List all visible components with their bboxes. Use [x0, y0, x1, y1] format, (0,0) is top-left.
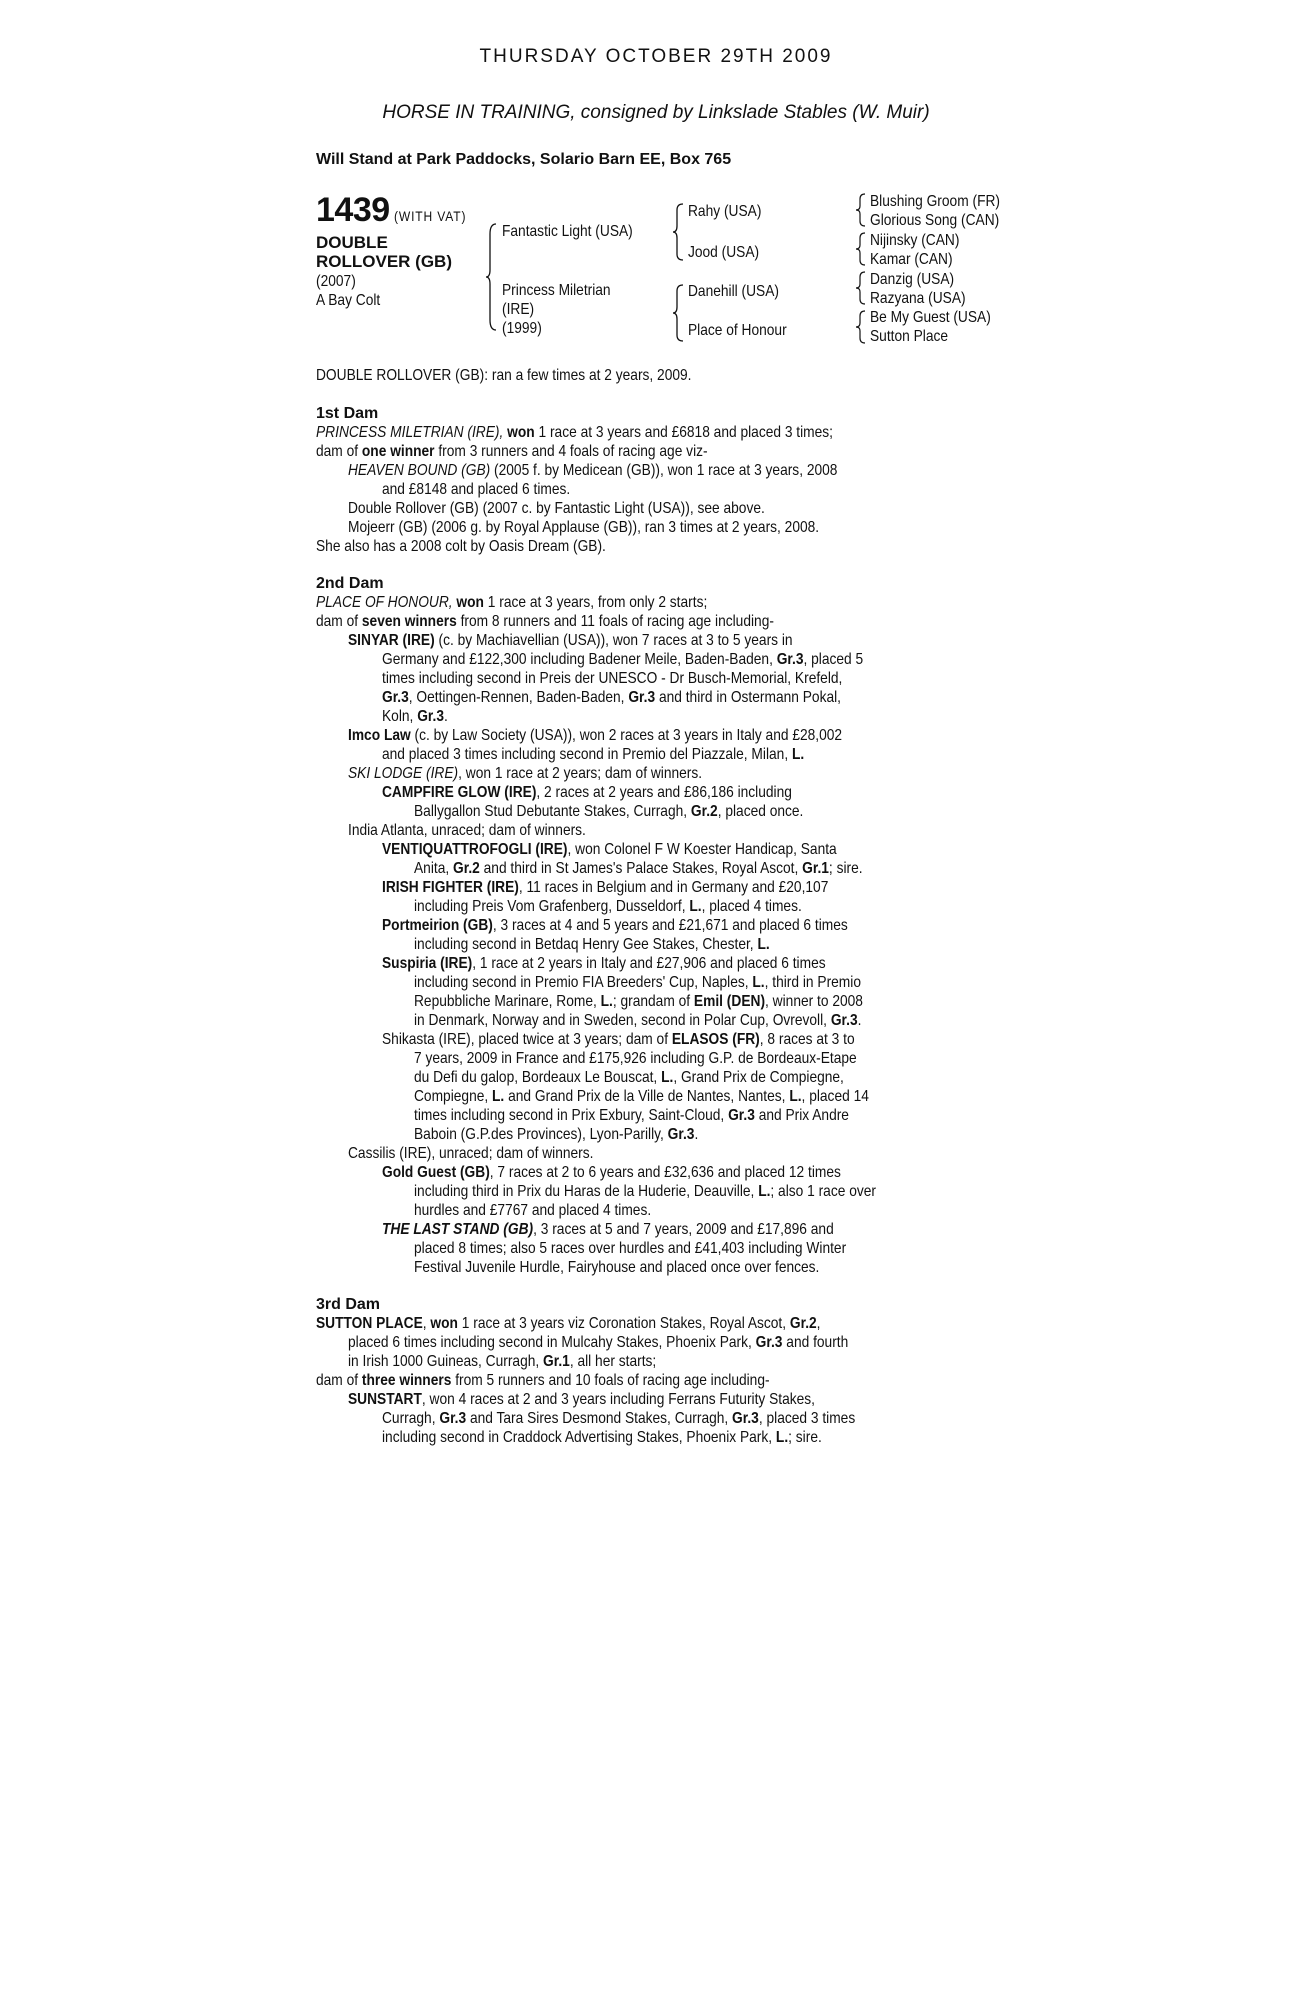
second-dam-line: Portmeirion (GB), 3 races at 4 and 5 years and £21,671 and placed 6 times: [382, 917, 848, 934]
second-dam-line: times including second in Preis der UNESCO - Dr Busch-Memorial, Krefeld,: [382, 670, 843, 687]
foaling-year: (2007): [316, 273, 356, 290]
second-dam-line: THE LAST STAND (GB), 3 races at 5 and 7 years, 2009 and £17,896 and: [382, 1221, 834, 1238]
horse-name-line1: DOUBLE: [316, 233, 388, 252]
second-dam-section: [316, 574, 996, 1277]
pedigree-brace-main: [486, 222, 498, 332]
second-dam-line: including third in Prix du Haras de la Huderie, Deauville, L.; also 1 race over: [414, 1183, 876, 1200]
second-dam-line: SINYAR (IRE) (c. by Machiavellian (USA)), won 7 races at 3 to 5 years in: [348, 632, 793, 649]
pedigree-brace-g3: [856, 271, 866, 305]
pedigree-g2: Glorious Song (CAN): [870, 212, 1000, 229]
second-dam-line: including Preis Vom Grafenberg, Dusseldorf, L., placed 4 times.: [414, 898, 802, 915]
second-dam-line: Baboin (G.P.des Provinces), Lyon-Parilly, Gr.3.: [414, 1126, 699, 1143]
second-dam-line: Gr.3, Oettingen-Rennen, Baden-Baden, Gr.3 and third in Ostermann Pokal,: [382, 689, 841, 706]
second-dam-line: Germany and £122,300 including Badener Meile, Baden-Baden, Gr.3, placed 5: [382, 651, 864, 668]
second-dam-line: CAMPFIRE GLOW (IRE), 2 races at 2 years and £86,186 including: [382, 784, 792, 801]
horse-name: [316, 233, 486, 271]
second-dam-line: IRISH FIGHTER (IRE), 11 races in Belgium and in Germany and £20,107: [382, 879, 829, 896]
pedigree-dam-dam: Place of Honour: [688, 322, 787, 339]
first-dam-line: and £8148 and placed 6 times.: [382, 481, 571, 498]
pedigree-brace-sire: [673, 202, 685, 262]
pedigree-g3: Nijinsky (CAN): [870, 232, 960, 249]
race-summary: DOUBLE ROLLOVER (GB): ran a few times at 2 years, 2009.: [316, 367, 692, 384]
sale-date: THURSDAY OCTOBER 29TH 2009: [479, 46, 833, 67]
pedigree-dam: Princess Miletrian (IRE) (1999): [502, 282, 611, 337]
third-dam-line: including second in Craddock Advertising Stakes, Phoenix Park, L.; sire.: [382, 1429, 822, 1446]
third-dam-line: placed 6 times including second in Mulcahy Stakes, Phoenix Park, Gr.3 and fourth: [348, 1334, 849, 1351]
second-dam-line: Ballygallon Stud Debutante Stakes, Curragh, Gr.2, placed once.: [414, 803, 804, 820]
horse-name-line2: ROLLOVER (GB): [316, 252, 452, 271]
second-dam-line: in Denmark, Norway and in Sweden, second in Polar Cup, Ovrevoll, Gr.3.: [414, 1012, 862, 1029]
first-dam-line: dam of one winner from 3 runners and 4 foals of racing age viz-: [316, 443, 708, 460]
pedigree-g1: Blushing Groom (FR): [870, 193, 1000, 210]
pedigree-g6: Razyana (USA): [870, 290, 966, 307]
second-dam-line: VENTIQUATTROFOGLI (IRE), won Colonel F W Koester Handicap, Santa: [382, 841, 837, 858]
pedigree-sire-sire: Rahy (USA): [688, 203, 762, 220]
second-dam-line: Gold Guest (GB), 7 races at 2 to 6 years and £32,636 and placed 12 times: [382, 1164, 841, 1181]
pedigree-sire-dam: Jood (USA): [688, 244, 760, 261]
second-dam-line: Suspiria (IRE), 1 race at 2 years in Italy and £27,906 and placed 6 times: [382, 955, 826, 972]
pedigree-brace-dam: [673, 283, 685, 343]
second-dam-line: Festival Juvenile Hurdle, Fairyhouse and placed once over fences.: [414, 1259, 820, 1276]
first-dam-line: Mojeerr (GB) (2006 g. by Royal Applause (GB)), ran 3 times at 2 years, 2008.: [348, 519, 820, 536]
third-dam-heading: 3rd Dam: [316, 1296, 381, 1313]
third-dam-line: SUTTON PLACE, won 1 race at 3 years viz Coronation Stakes, Royal Ascot, Gr.2,: [316, 1315, 821, 1332]
pedigree-brace-g1: [856, 193, 866, 227]
second-dam-line: placed 8 times; also 5 races over hurdles and £41,403 including Winter: [414, 1240, 847, 1257]
third-dam-line: in Irish 1000 Guineas, Curragh, Gr.1, all her starts;: [348, 1353, 657, 1370]
second-dam-line: Shikasta (IRE), placed twice at 3 years; dam of ELASOS (FR), 8 races at 3 to: [382, 1031, 855, 1048]
pedigree-dam-sire: Danehill (USA): [688, 283, 779, 300]
stable-location: Will Stand at Park Paddocks, Solario Barn EE, Box 765: [316, 151, 732, 168]
pedigree-g8: Sutton Place: [870, 328, 949, 345]
second-dam-line: Koln, Gr.3.: [382, 708, 448, 725]
second-dam-line: SKI LODGE (IRE), won 1 race at 2 years; dam of winners.: [348, 765, 703, 782]
lot-number: 1439: [316, 191, 390, 229]
pedigree-brace-g4: [856, 310, 866, 344]
first-dam-heading: 1st Dam: [316, 405, 379, 422]
first-dam-line: She also has a 2008 colt by Oasis Dream (GB).: [316, 538, 606, 555]
first-dam-line: PRINCESS MILETRIAN (IRE), won 1 race at 3 years and £6818 and placed 3 times;: [316, 424, 834, 441]
third-dam-section: [316, 1295, 996, 1447]
second-dam-heading: 2nd Dam: [316, 575, 384, 592]
third-dam-line: SUNSTART, won 4 races at 2 and 3 years including Ferrans Futurity Stakes,: [348, 1391, 816, 1408]
second-dam-line: hurdles and £7767 and placed 4 times.: [414, 1202, 652, 1219]
first-dam-line: Double Rollover (GB) (2007 c. by Fantastic Light (USA)), see above.: [348, 500, 765, 517]
pedigree-g5: Danzig (USA): [870, 271, 955, 288]
second-dam-line: India Atlanta, unraced; dam of winners.: [348, 822, 586, 839]
second-dam-line: Compiegne, L. and Grand Prix de la Ville de Nantes, Nantes, L., placed 14: [414, 1088, 869, 1105]
second-dam-line: 7 years, 2009 in France and £175,926 including G.P. de Bordeaux-Etape: [414, 1050, 857, 1067]
consignment-line: HORSE IN TRAINING, consigned by Linkslade Stables (W. Muir): [382, 102, 930, 123]
second-dam-line: du Defi du galop, Bordeaux Le Bouscat, L., Grand Prix de Compiegne,: [414, 1069, 844, 1086]
second-dam-line: and placed 3 times including second in Premio del Piazzale, Milan, L.: [382, 746, 805, 763]
first-dam-line: HEAVEN BOUND (GB) (2005 f. by Medicean (GB)), won 1 race at 3 years, 2008: [348, 462, 838, 479]
third-dam-line: Curragh, Gr.3 and Tara Sires Desmond Stakes, Curragh, Gr.3, placed 3 times: [382, 1410, 856, 1427]
pedigree-g7: Be My Guest (USA): [870, 309, 991, 326]
second-dam-line: PLACE OF HONOUR, won 1 race at 3 years, from only 2 starts;: [316, 594, 708, 611]
pedigree-g4: Kamar (CAN): [870, 251, 953, 268]
horse-description: A Bay Colt: [316, 292, 381, 309]
second-dam-line: including second in Premio FIA Breeders' Cup, Naples, L., third in Premio: [414, 974, 861, 991]
vat-note: (WITH VAT): [393, 208, 467, 224]
second-dam-line: Imco Law (c. by Law Society (USA)), won 2 races at 3 years in Italy and £28,002: [348, 727, 843, 744]
lot-header: [316, 191, 478, 230]
first-dam-section: [316, 404, 996, 556]
second-dam-line: Anita, Gr.2 and third in St James's Palace Stakes, Royal Ascot, Gr.1; sire.: [414, 860, 863, 877]
second-dam-line: Cassilis (IRE), unraced; dam of winners.: [348, 1145, 594, 1162]
second-dam-line: including second in Betdaq Henry Gee Stakes, Chester, L.: [414, 936, 770, 953]
pedigree-sire: Fantastic Light (USA): [502, 223, 633, 240]
third-dam-line: dam of three winners from 5 runners and 10 foals of racing age including-: [316, 1372, 770, 1389]
second-dam-line: Repubbliche Marinare, Rome, L.; grandam of Emil (DEN), winner to 2008: [414, 993, 863, 1010]
second-dam-line: dam of seven winners from 8 runners and 11 foals of racing age including-: [316, 613, 774, 630]
second-dam-line: times including second in Prix Exbury, Saint-Cloud, Gr.3 and Prix Andre: [414, 1107, 849, 1124]
pedigree-brace-g2: [856, 232, 866, 266]
